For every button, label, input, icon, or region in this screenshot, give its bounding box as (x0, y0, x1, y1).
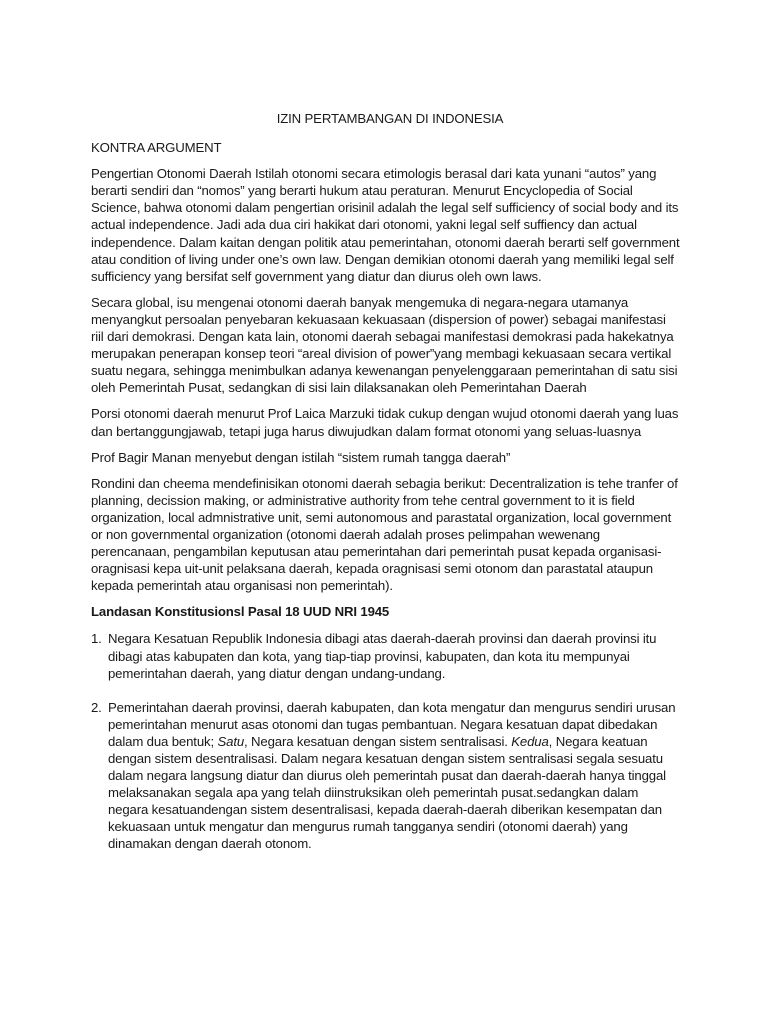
list-item (91, 630, 681, 681)
italic-term-kedua: Kedua (511, 733, 549, 749)
list-item-text: Negara Kesatuan Republik Indonesia dibagi atas daerah-daerah provinsi dan daerah provinsi itu dibagi atas kabupaten dan kota, yang tiap-tiap provinsi, kabupaten, dan kota itu mempunyai pemerintahan daerah, yang diatur dengan undang-undang. (108, 631, 657, 681)
paragraph-global: Secara global, isu mengenai otonomi daerah banyak mengemuka di negara-negara utamanya menyangkut persoalan penyebaran kekuasaan kekuasaan (dispersion of power) sebagai manifestasi riil dari demokrasi. Dengan kata lain, otonomi daerah sebagai manifestasi demokrasi pada hakekatnya merupakan penerapan konsep teori “areal division of power”yang membagi kekuasaan secara vertikal suatu negara, sehingga menimbulkan adanya kewenangan penyelenggaraan pemerintahan di satu sisi oleh Pemerintah Pusat, sedangkan di sisi lain dilaksanakan oleh Pemerintahan Daerah (91, 294, 678, 396)
list-item-text (108, 700, 675, 852)
document-body (91, 110, 681, 870)
section-heading: Landasan Konstitusionsl Pasal 18 UUD NRI 1945 (91, 604, 390, 620)
list-item (91, 699, 681, 853)
list-number: 1. (91, 631, 102, 647)
paragraph-bagir-manan: Prof Bagir Manan menyebut dengan istilah “sistem rumah tangga daerah” (91, 449, 511, 465)
page-title: IZIN PERTAMBANGAN DI INDONESIA (276, 111, 504, 126)
numbered-list (91, 630, 681, 852)
list-text-segment: Pemerintahan daerah provinsi, daerah kabupaten, dan kota mengatur dan mengurus sendiri urusan pemerintahan menurut asas otonomi dan tugas pembantuan. Negara kesatuan dapat dibedakan dalam dua bentuk; (108, 699, 676, 749)
paragraph-rondini-cheema: Rondini dan cheema mendefinisikan otonomi daerah sebagia berikut: Decentralization is tehe tranfer of planning, decission making, or administrative authority from tehe central government to it is field organization, local admnistrative unit, semi autonomous and parastatal organization, local government or non governmental organization (otonomi daerah adalah proses pelimpahan wewenang perencanaan, pengambilan keputusan atau pemerintahan dari pemerintah pusat kepada organisasi-oragnisasi kepa uit-unit pelaksana daerah, kepada oragnisasi semi otonom dan parastatal ataupun kepada pemerintah atau organisasi non pemerintah). (91, 475, 678, 594)
paragraph-laica-marzuki: Porsi otonomi daerah menurut Prof Laica Marzuki tidak cukup dengan wujud otonomi daerah yang luas dan bertanggungjawab, tetapi juga harus diwujudkan dalam format otonomi yang seluas-luasnya (91, 406, 679, 439)
list-number: 2. (91, 699, 102, 715)
list-text-segment: , Negara keatuan dengan sistem desentralisasi. Dalam negara kesatuan dengan sistem sentralisasi segala sesuatu dalam negara langsung diatur dan diurus oleh pemerintah pusat dan daerah-daerah hanya tinggal melaksanakan segala apa yang telah diinstruksikan oleh pemerintah pusat.sedangkan dalam negara kesatuandengan sistem desentralisasi, kepada daerah-daerah diberikan kesempatan dan kekuasaan untuk mengatur dan mengurus rumah tangganya sendiri (otonomi daerah) yang dinamakan dengan daerah otonom. (108, 733, 666, 852)
document-subtitle: KONTRA ARGUMENT (91, 140, 222, 156)
list-text-segment: , Negara kesatuan dengan sistem sentralisasi. (244, 733, 512, 749)
italic-term-satu: Satu (217, 733, 245, 749)
paragraph-definition: Pengertian Otonomi Daerah Istilah otonomi secara etimologis berasal dari kata yunani “autos” yang berarti sendiri dan “nomos” yang berarti hukum atau peraturan. Menurut Encyclopedia of Social Science, bahwa otonomi dalam pengertian orisinil adalah the legal self sufficiency of social body and its actual independence. Jadi ada dua ciri hakikat dari otonomi, yakni legal self suffiency dan actual independence. Dalam kaitan dengan politik atau pemerintahan, otonomi daerah berarti self government atau condition of living under one’s own law. Dengan demikian otonomi daerah yang memiliki legal self sufficiency yang bersifat self government yang diatur dan diurus oleh own laws. (91, 166, 680, 284)
